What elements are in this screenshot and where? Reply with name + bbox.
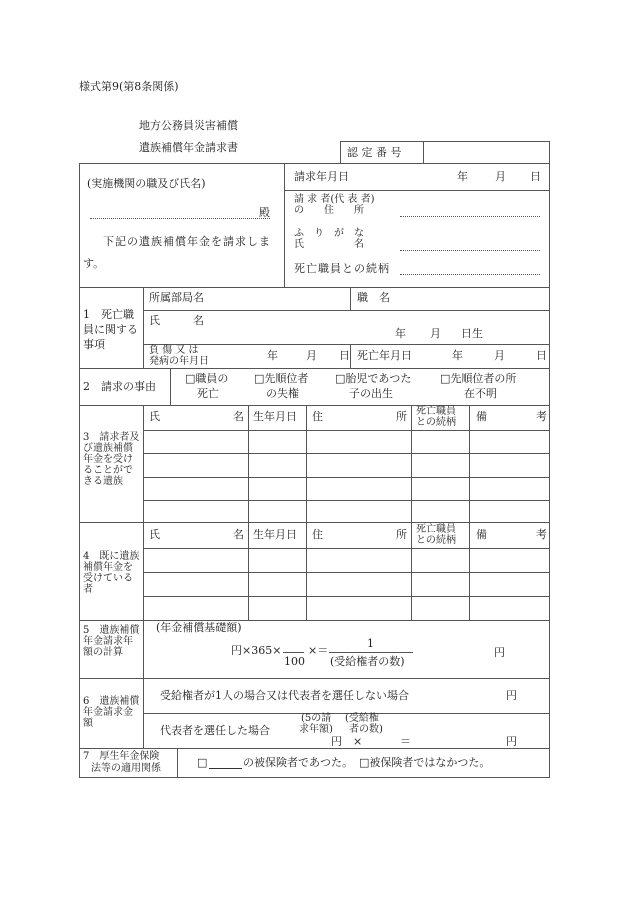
injury-month: 月 — [306, 349, 317, 362]
fraction-numerator: 1 — [367, 637, 374, 650]
month-label: 月 — [495, 170, 506, 183]
section2-label: 2 請求の事由 — [83, 380, 156, 393]
insured-text: の被保険者であつた。 — [243, 756, 353, 769]
col-address-2: 所 — [396, 410, 407, 423]
birth-day-label: 日生 — [461, 327, 483, 340]
injury-label-2: 発病の年月日 — [149, 356, 209, 367]
col-name: 氏 — [149, 528, 160, 541]
col-a-label-2: 求年額) — [299, 724, 333, 735]
insurance-type-field[interactable] — [209, 768, 242, 769]
reason-birth-checkbox[interactable]: □胎児であつた — [335, 372, 412, 385]
section4-label: 4 既に遺族補償年金を受けている者 — [83, 551, 140, 595]
case2-label: 代表者を選任した場合 — [160, 724, 270, 737]
dono: 殿 — [259, 206, 270, 219]
nintei-label: 認 定 番 号 — [347, 146, 402, 159]
year-label: 年 — [457, 170, 468, 183]
col-remarks-2: 考 — [536, 410, 547, 423]
col-remarks-2: 考 — [536, 528, 547, 541]
reason-text: 死亡 — [197, 387, 219, 400]
request-date-label: 請求年月日 — [294, 170, 349, 183]
reason-missing-checkbox[interactable]: □先順位者の所 — [440, 372, 517, 385]
claimant-address-label: の 住 所 — [294, 205, 364, 216]
dept-label: 所属部局名 — [149, 291, 204, 304]
relation-field[interactable] — [400, 274, 540, 275]
section7-label: 7 厚生年金保険 — [83, 751, 160, 762]
yen-label: 円 — [494, 646, 505, 659]
form-number: 様式第9(第8条関係) — [79, 80, 179, 93]
claimant-address-field[interactable] — [400, 216, 540, 217]
yen-label: 円 — [331, 735, 342, 748]
col-address: 住 — [312, 528, 323, 541]
form-title: 遺族補償年金請求書 — [139, 141, 238, 154]
col-b-label: (受給権 — [345, 713, 379, 724]
base-amount-label: (年金補償基礎額) — [156, 621, 242, 634]
insured-checkbox[interactable]: □ — [197, 756, 208, 769]
formula-mid: ×＝ — [308, 644, 329, 657]
claimant-name-field[interactable] — [400, 250, 540, 251]
section6-label: 6 遺族補償年金請求金額 — [83, 696, 140, 729]
col-remarks: 備 — [476, 528, 487, 541]
col-remarks: 備 — [476, 410, 487, 423]
title-line-1: 地方公務員災害補償 — [139, 119, 238, 132]
equals-sign: ＝ — [400, 735, 411, 748]
birth-month-label: 月 — [430, 327, 441, 340]
agency-field[interactable] — [90, 218, 270, 219]
col-b-label-2: 者の数) — [349, 724, 383, 735]
reason-text: 在不明 — [464, 387, 497, 400]
case1-label: 受給権者が1人の場合又は代表者を選任しない場合 — [160, 689, 409, 702]
section5-label: 5 遺族補償年金請求年額の計算 — [83, 625, 140, 658]
col-birth: 生年月日 — [253, 528, 297, 541]
fraction-denominator: (受給権者の数) — [330, 655, 405, 668]
not-insured-checkbox[interactable]: □被保険者ではなかつた。 — [359, 756, 491, 769]
section7-label-2: 法等の適用関係 — [91, 763, 161, 774]
col-relation-2: との続柄 — [416, 535, 456, 546]
request-text-1: 下記の遺族補償年金を請求しま — [103, 235, 271, 248]
col-relation-2: との続柄 — [416, 417, 456, 428]
section3-label: 3 請求者及び遺族補償年金を受けることができる遺族 — [83, 432, 140, 487]
yen-label: 円 — [506, 735, 517, 748]
death-year: 年 — [452, 349, 463, 362]
col-relation: 死亡職員 — [416, 406, 456, 417]
relation-label: 死亡職員との続柄 — [294, 262, 390, 275]
yen-label: 円 — [506, 689, 517, 702]
injury-year: 年 — [267, 349, 278, 362]
birth-year-label: 年 — [395, 327, 406, 340]
request-text-2: す。 — [83, 257, 105, 270]
agency-label: (実施機関の職及び氏名) — [87, 177, 206, 190]
reason-forfeit-checkbox[interactable]: □先順位者 — [254, 372, 309, 385]
col-birth: 生年月日 — [253, 410, 297, 423]
death-day: 日 — [536, 349, 547, 362]
job-label: 職 名 — [357, 291, 390, 304]
formula-left: 円×365× — [231, 644, 282, 657]
furigana-label: ふ り が な — [294, 228, 364, 239]
col-relation: 死亡職員 — [416, 524, 456, 535]
reason-death-checkbox[interactable]: □職員の — [185, 372, 229, 385]
claimant-label: 請 求 者(代 表 者) — [294, 194, 375, 205]
day-label: 日 — [530, 170, 541, 183]
nintei-number-field[interactable] — [424, 142, 549, 163]
death-month: 月 — [494, 349, 505, 362]
col-address-2: 所 — [396, 528, 407, 541]
formula-denominator: 100 — [284, 655, 305, 668]
claimant-name-label: 氏 名 — [294, 239, 364, 250]
section1-label: 1 死亡職員に関する事項 — [83, 308, 138, 351]
injury-day: 日 — [339, 349, 350, 362]
col-name: 氏 — [149, 410, 160, 423]
reason-text: 子の出生 — [349, 387, 393, 400]
death-date-label: 死亡年月日 — [357, 349, 412, 362]
col-name-2: 名 — [233, 410, 244, 423]
col-a-label: (5の請 — [301, 713, 332, 724]
reason-text: の失権 — [266, 387, 299, 400]
injury-label: 負 傷 又 は — [149, 345, 199, 356]
col-name-2: 名 — [233, 528, 244, 541]
times-sign: × — [353, 735, 363, 748]
deceased-name-label: 氏 名 — [149, 314, 204, 327]
col-address: 住 — [312, 410, 323, 423]
